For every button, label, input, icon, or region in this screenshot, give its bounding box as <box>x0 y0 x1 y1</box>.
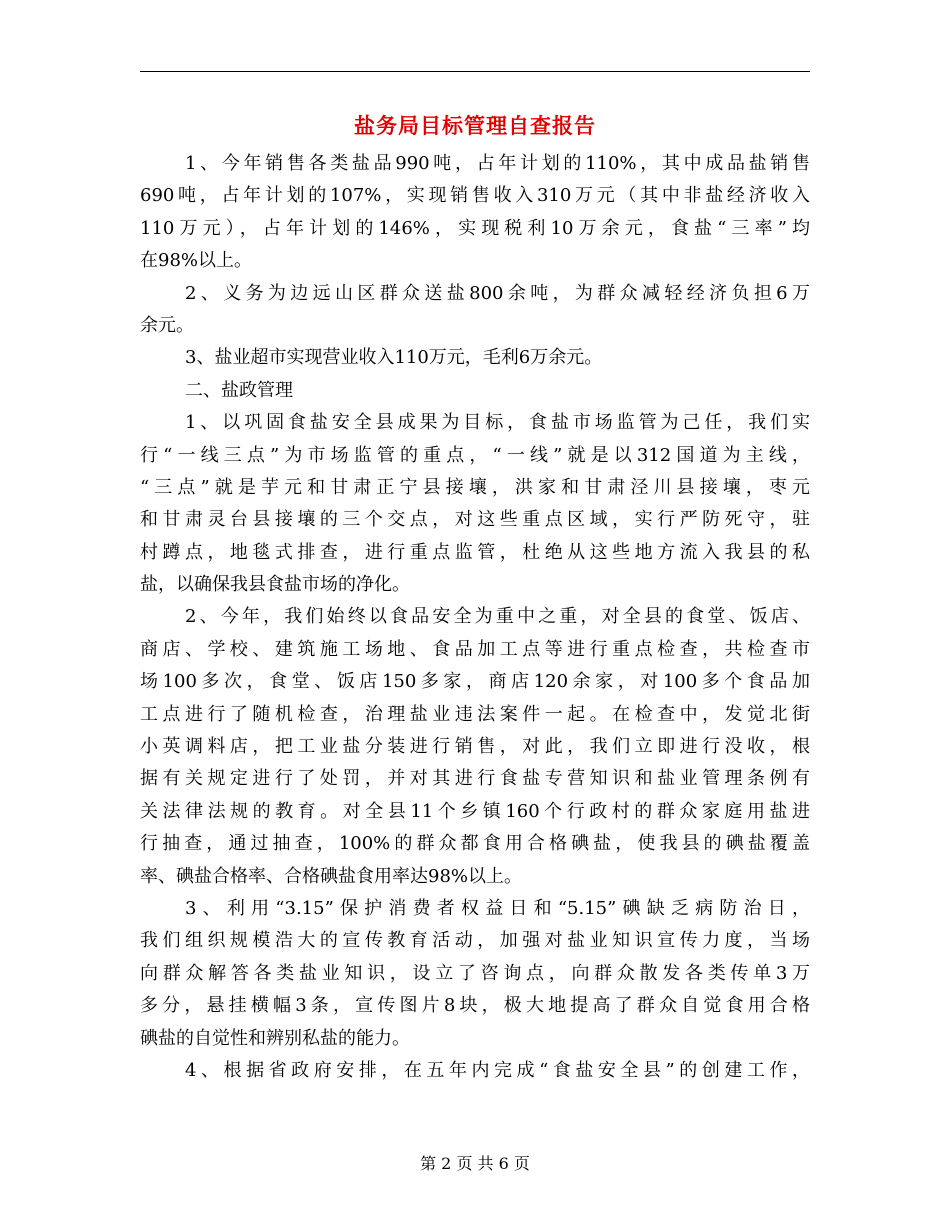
body-line: 据有关规定进行了处罚，并对其进行食盐专营知识和盐业管理条例有 <box>140 768 810 790</box>
section-heading: 二、盐政管理 <box>185 379 293 401</box>
body-line: 村蹲点，地毯式排查，进行重点监管，杜绝从这些地方流入我县的私 <box>140 541 810 563</box>
body-line: 1、今年销售各类盐品990吨，占年计划的110%，其中成品盐销售 <box>185 153 810 174</box>
document-title: 盐务局目标管理自查报告 <box>354 113 596 138</box>
body-line: 小英调料店，把工业盐分装进行销售，对此，我们立即进行没收，根 <box>140 736 810 758</box>
body-line: 碘盐的自觉性和辨别私盐的能力。 <box>140 1027 410 1049</box>
body-line: 3、盐业超市实现营业收入110万元，毛利6万余元。 <box>185 347 603 369</box>
body-line: 向群众解答各类盐业知识，设立了咨询点，向群众散发各类传单3万 <box>140 962 810 984</box>
body-line: 2、义务为边远山区群众送盐800余吨，为群众减轻经济负担6万 <box>185 282 810 304</box>
body-line: 2、今年，我们始终以食品安全为重中之重，对全县的食堂、饭店、 <box>185 606 810 628</box>
body-line: 率、碘盐合格率、合格碘盐食用率达98%以上。 <box>140 865 523 887</box>
body-line: 和甘肃灵台县接壤的三个交点，对这些重点区域，实行严防死守，驻 <box>140 509 810 531</box>
body-line: 690吨，占年计划的107%，实现销售收入310万元（其中非盐经济收入 <box>140 185 810 207</box>
body-line: 4、根据省政府安排，在五年内完成“食盐安全县”的创建工作， <box>185 1059 810 1081</box>
body-line: 关法律法规的教育。对全县11个乡镇160个行政村的群众家庭用盐进 <box>140 800 810 822</box>
body-line: 行抽查，通过抽查，100%的群众都食用合格碘盐，使我县的碘盐覆盖 <box>140 833 810 855</box>
body-line: 场100多次，食堂、饭店150多家，商店120余家，对100多个食品加 <box>140 671 810 693</box>
page-number: 第 2 页 共 6 页 <box>420 1154 530 1173</box>
body-line: 110万元），占年计划的146%，实现税利10万余元，食盐“三率”均 <box>140 217 810 239</box>
body-line: 行“一线三点”为市场监管的重点，“一线”就是以312国道为主线， <box>140 444 810 466</box>
body-line: 3、利用“3.15”保护消费者权益日和“5.15”碘缺乏病防治日， <box>185 897 810 919</box>
document-body <box>140 148 810 1087</box>
body-line: 商店、学校、建筑施工场地、食品加工点等进行重点检查，共检查市 <box>140 638 810 660</box>
body-line: 在98%以上。 <box>140 250 253 272</box>
header-rule <box>140 71 810 72</box>
body-line: “三点”就是芋元和甘肃正宁县接壤，洪家和甘肃泾川县接壤，枣元 <box>140 476 810 498</box>
body-line: 盐，以确保我县食盐市场的净化。 <box>140 574 410 596</box>
body-line: 1、以巩固食盐安全县成果为目标，食盐市场监管为己任，我们实 <box>185 412 810 434</box>
body-line: 余元。 <box>140 314 194 336</box>
body-line: 我们组织规模浩大的宣传教育活动，加强对盐业知识宣传力度，当场 <box>140 930 810 952</box>
body-line: 工点进行了随机检查，治理盐业违法案件一起。在检查中，发觉北街 <box>140 703 810 725</box>
body-line: 多分，悬挂横幅3条，宣传图片8块，极大地提高了群众自觉食用合格 <box>140 995 810 1017</box>
